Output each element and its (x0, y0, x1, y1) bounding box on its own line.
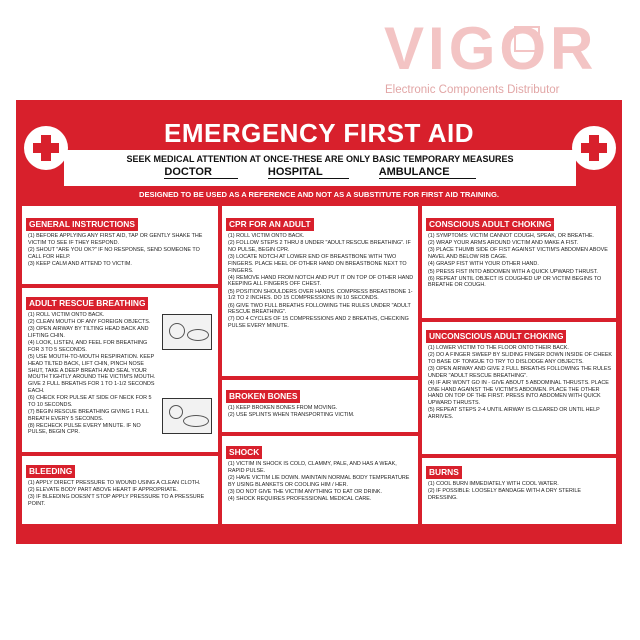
pulse-check-illustration (162, 398, 212, 434)
cpr-heading: CPR FOR AN ADULT (226, 218, 314, 231)
list-item: (1) COOL BURN IMMEDIATELY WITH COOL WATER. (428, 481, 559, 487)
list-item: (1) VICTIM IN SHOCK IS COLD, CLAMMY, PALE, AND HAS A WEAK, RAPID PULSE. (228, 461, 397, 474)
list-item: (4) GRASP FIST WITH YOUR OTHER HAND. (428, 261, 539, 268)
list-item: (5) USE MOUTH-TO-MOUTH RESPIRATION. KEEP HEAD TILTED BACK, LIFT CHIN, PINCH NOSE SHUT, TAKE A DEEP BREATH AND SEAL YOUR MOUTH TIGHTLY AROUND THE VICTIM'S MOUTH. GIVE 2 FULL BREATHS FOR 1 TO 1-1/2 SECONDS EACH. (28, 354, 156, 394)
list-item: (1) BEFORE APPLYING ANY FIRST AID, TAP OR GENTLY SHAKE THE VICTIM TO SEE IF THEY RESPOND. (28, 233, 203, 246)
list-item: (5) REPEAT STEPS 2-4 UNTIL AIRWAY IS CLEARED OR UNTIL HELP ARRIVES. (428, 407, 600, 421)
list-item: (4) IF AIR WON'T GO IN - GIVE ABOUT 5 ABDOMINAL THRUSTS. PLACE ONE HAND AGAINST THE VICTIM'S ABDOMEN. PLACE THE OTHER HAND ON TOP OF THE FIRST. PRESS INTO ABDOMEN WITH QUICK UPWARD THRUSTS. (428, 380, 609, 407)
doctor-field: DOCTOR (164, 166, 237, 179)
seek-attention-banner (64, 150, 576, 186)
list-item: (1) APPLY DIRECT PRESSURE TO WOUND USING A CLEAN CLOTH. (28, 480, 201, 486)
list-item: (1) SYMPTOMS: VICTIM CANNOT COUGH, SPEAK, OR BREATHE. (428, 233, 594, 239)
cpr-list (228, 233, 414, 330)
hospital-field: HOSPITAL (268, 166, 349, 179)
list-item: (1) KEEP BROKEN BONES FROM MOVING. (228, 405, 338, 411)
conscious-choking-list (428, 233, 612, 290)
shock-heading: SHOCK (226, 446, 262, 459)
list-item: (2) HAVE VICTIM LIE DOWN. MAINTAIN NORMAL BODY TEMPERATURE BY USING BLANKETS OR COOLING HIM / HER. (228, 474, 410, 488)
unconscious-choking-heading: UNCONSCIOUS ADULT CHOKING (426, 330, 566, 343)
list-item: (4) SHOCK REQUIRES PROFESSIONAL MEDICAL CARE. (228, 496, 372, 503)
list-item: (2) FOLLOW STEPS 2 THRU 8 UNDER "ADULT RESCUE BREATHING". IF NO PULSE, BEGIN CPR. (228, 240, 411, 253)
divider (422, 454, 616, 458)
poster-title: EMERGENCY FIRST AID (164, 118, 474, 148)
broken-bones-heading: BROKEN BONES (226, 390, 300, 403)
list-item: (2) ELEVATE BODY PART ABOVE HEART IF APPROPRIATE. (28, 487, 178, 494)
list-item: (2) IF POSSIBLE: LOOSELY BANDAGE WITH A DRY STERILE DRESSING. (428, 488, 581, 501)
chip-icon (514, 26, 540, 52)
list-item: (2) DO A FINGER SWEEP BY SLIDING FINGER DOWN INSIDE OF CHEEK TO BASE OF TONGUE TO TRY TO DISLODGE ANY OBJECTS. (428, 352, 613, 365)
list-item: (7) BEGIN RESCUE BREATHING GIVING 1 FULL BREATH EVERY 5 SECONDS. (28, 408, 149, 422)
list-item: (2) CLEAN MOUTH OF ANY FOREIGN OBJECTS. (28, 319, 151, 326)
unconscious-choking-list (428, 345, 612, 421)
rescue-list (28, 312, 160, 437)
list-item: (1) ROLL VICTIM ONTO BACK. (228, 233, 305, 239)
burns-list (428, 481, 612, 502)
divider (422, 318, 616, 322)
rescue-heading: ADULT RESCUE BREATHING (26, 297, 148, 310)
list-item: (3) IF BLEEDING DOESN'T STOP APPLY PRESSURE TO A PRESSURE POINT. (28, 494, 205, 508)
list-item: (6) CHECK FOR PULSE AT SIDE OF NECK FOR 5 TO 10 SECONDS. (28, 394, 152, 408)
general-heading: GENERAL INSTRUCTIONS (26, 218, 138, 231)
list-item: (3) KEEP CALM AND ATTEND TO VICTIM. (28, 260, 132, 267)
divider (22, 284, 218, 288)
rescue-breathing-illustration (162, 314, 212, 350)
list-item: (4) LOOK, LISTEN, AND FEEL FOR BREATHING FOR 3 TO 5 SECONDS. (28, 340, 148, 354)
list-item: (5) POSITION SHOULDERS OVER HANDS. COMPRESS BREASTBONE 1-1/2 TO 2 INCHES. DO 15 COMPRESSIONS IN 10 SECONDS. (228, 288, 413, 302)
list-item: (1) LOWER VICTIM TO THE FLOOR ONTO THEIR BACK. (428, 345, 569, 351)
burns-heading: BURNS (426, 466, 462, 479)
list-item: (2) USE SPLINTS WHEN TRANSPORTING VICTIM. (228, 412, 355, 419)
list-item: (2) SHOUT "ARE YOU OK?" IF NO RESPONSE, SEND SOMEONE TO CALL FOR HELP. (28, 246, 200, 260)
list-item: (8) RECHECK PULSE EVERY MINUTE. IF NO PULSE, BEGIN CPR. (28, 422, 141, 436)
list-item: (7) DO 4 CYCLES OF 15 COMPRESSIONS AND 2 BREATHS, CHECKING PULSE EVERY MINUTE. (228, 316, 409, 330)
banner-line: SEEK MEDICAL ATTENTION AT ONCE-THESE ARE ONLY BASIC TEMPORARY MEASURES (126, 154, 514, 164)
divider (222, 432, 418, 436)
conscious-choking-heading: CONSCIOUS ADULT CHOKING (426, 218, 554, 231)
bleeding-list (28, 480, 214, 508)
list-item: (4) REMOVE HAND FROM NOTCH AND PUT IT ON TOP OF OTHER HAND KEEPING ALL FINGERS OFF CHEST. (228, 274, 414, 288)
brand-tagline: Electronic Components Distributor (385, 84, 560, 96)
contact-fields (64, 166, 576, 179)
shock-list (228, 461, 414, 503)
disclaimer: DESIGNED TO BE USED AS A REFERENCE AND NOT AS A SUBSTITUTE FOR FIRST AID TRAINING. (138, 190, 499, 199)
brand-logo: VIGOR (384, 15, 598, 82)
list-item: (2) WRAP YOUR ARMS AROUND VICTIM AND MAKE A FIST. (428, 240, 579, 247)
bleeding-heading: BLEEDING (26, 465, 75, 478)
list-item: (3) OPEN AIRWAY AND GIVE 2 FULL BREATHS FOLLOWING THE RULES UNDER "ADULT RESCUE BREATHING". (428, 366, 612, 379)
ambulance-field: AMBULANCE (379, 166, 476, 179)
general-list (28, 233, 214, 268)
list-item: (6) GIVE TWO FULL BREATHS FOLLOWING THE RULES UNDER "ADULT RESCUE BREATHING". (228, 302, 411, 316)
list-item: (5) PRESS FIST INTO ABDOMEN WITH A QUICK UPWARD THRUST. (428, 268, 598, 275)
list-item: (3) LOCATE NOTCH AT LOWER END OF BREASTBONE WITH TWO FINGERS. PLACE HEEL OF OTHER HAND ON BREASTBONE NEXT TO FINGERS. (228, 254, 407, 274)
list-item: (3) DO NOT GIVE THE VICTIM ANYTHING TO EAT OR DRINK. (228, 488, 382, 495)
list-item: (6) REPEAT UNTIL OBJECT IS COUGHED UP OR VICTIM BEGINS TO BREATHE OR COUGH. (428, 275, 602, 289)
list-item: (3) PLACE THUMB SIDE OF FIST AGAINST VICTIM'S ABDOMEN ABOVE NAVEL AND BELOW RIB CAGE. (428, 247, 608, 261)
list-item: (1) ROLL VICTIM ONTO BACK. (28, 312, 105, 318)
list-item: (3) OPEN AIRWAY BY TILTING HEAD BACK AND LIFTING CHIN. (28, 326, 149, 340)
divider (22, 452, 218, 456)
broken-bones-list (228, 405, 414, 419)
divider (222, 376, 418, 380)
